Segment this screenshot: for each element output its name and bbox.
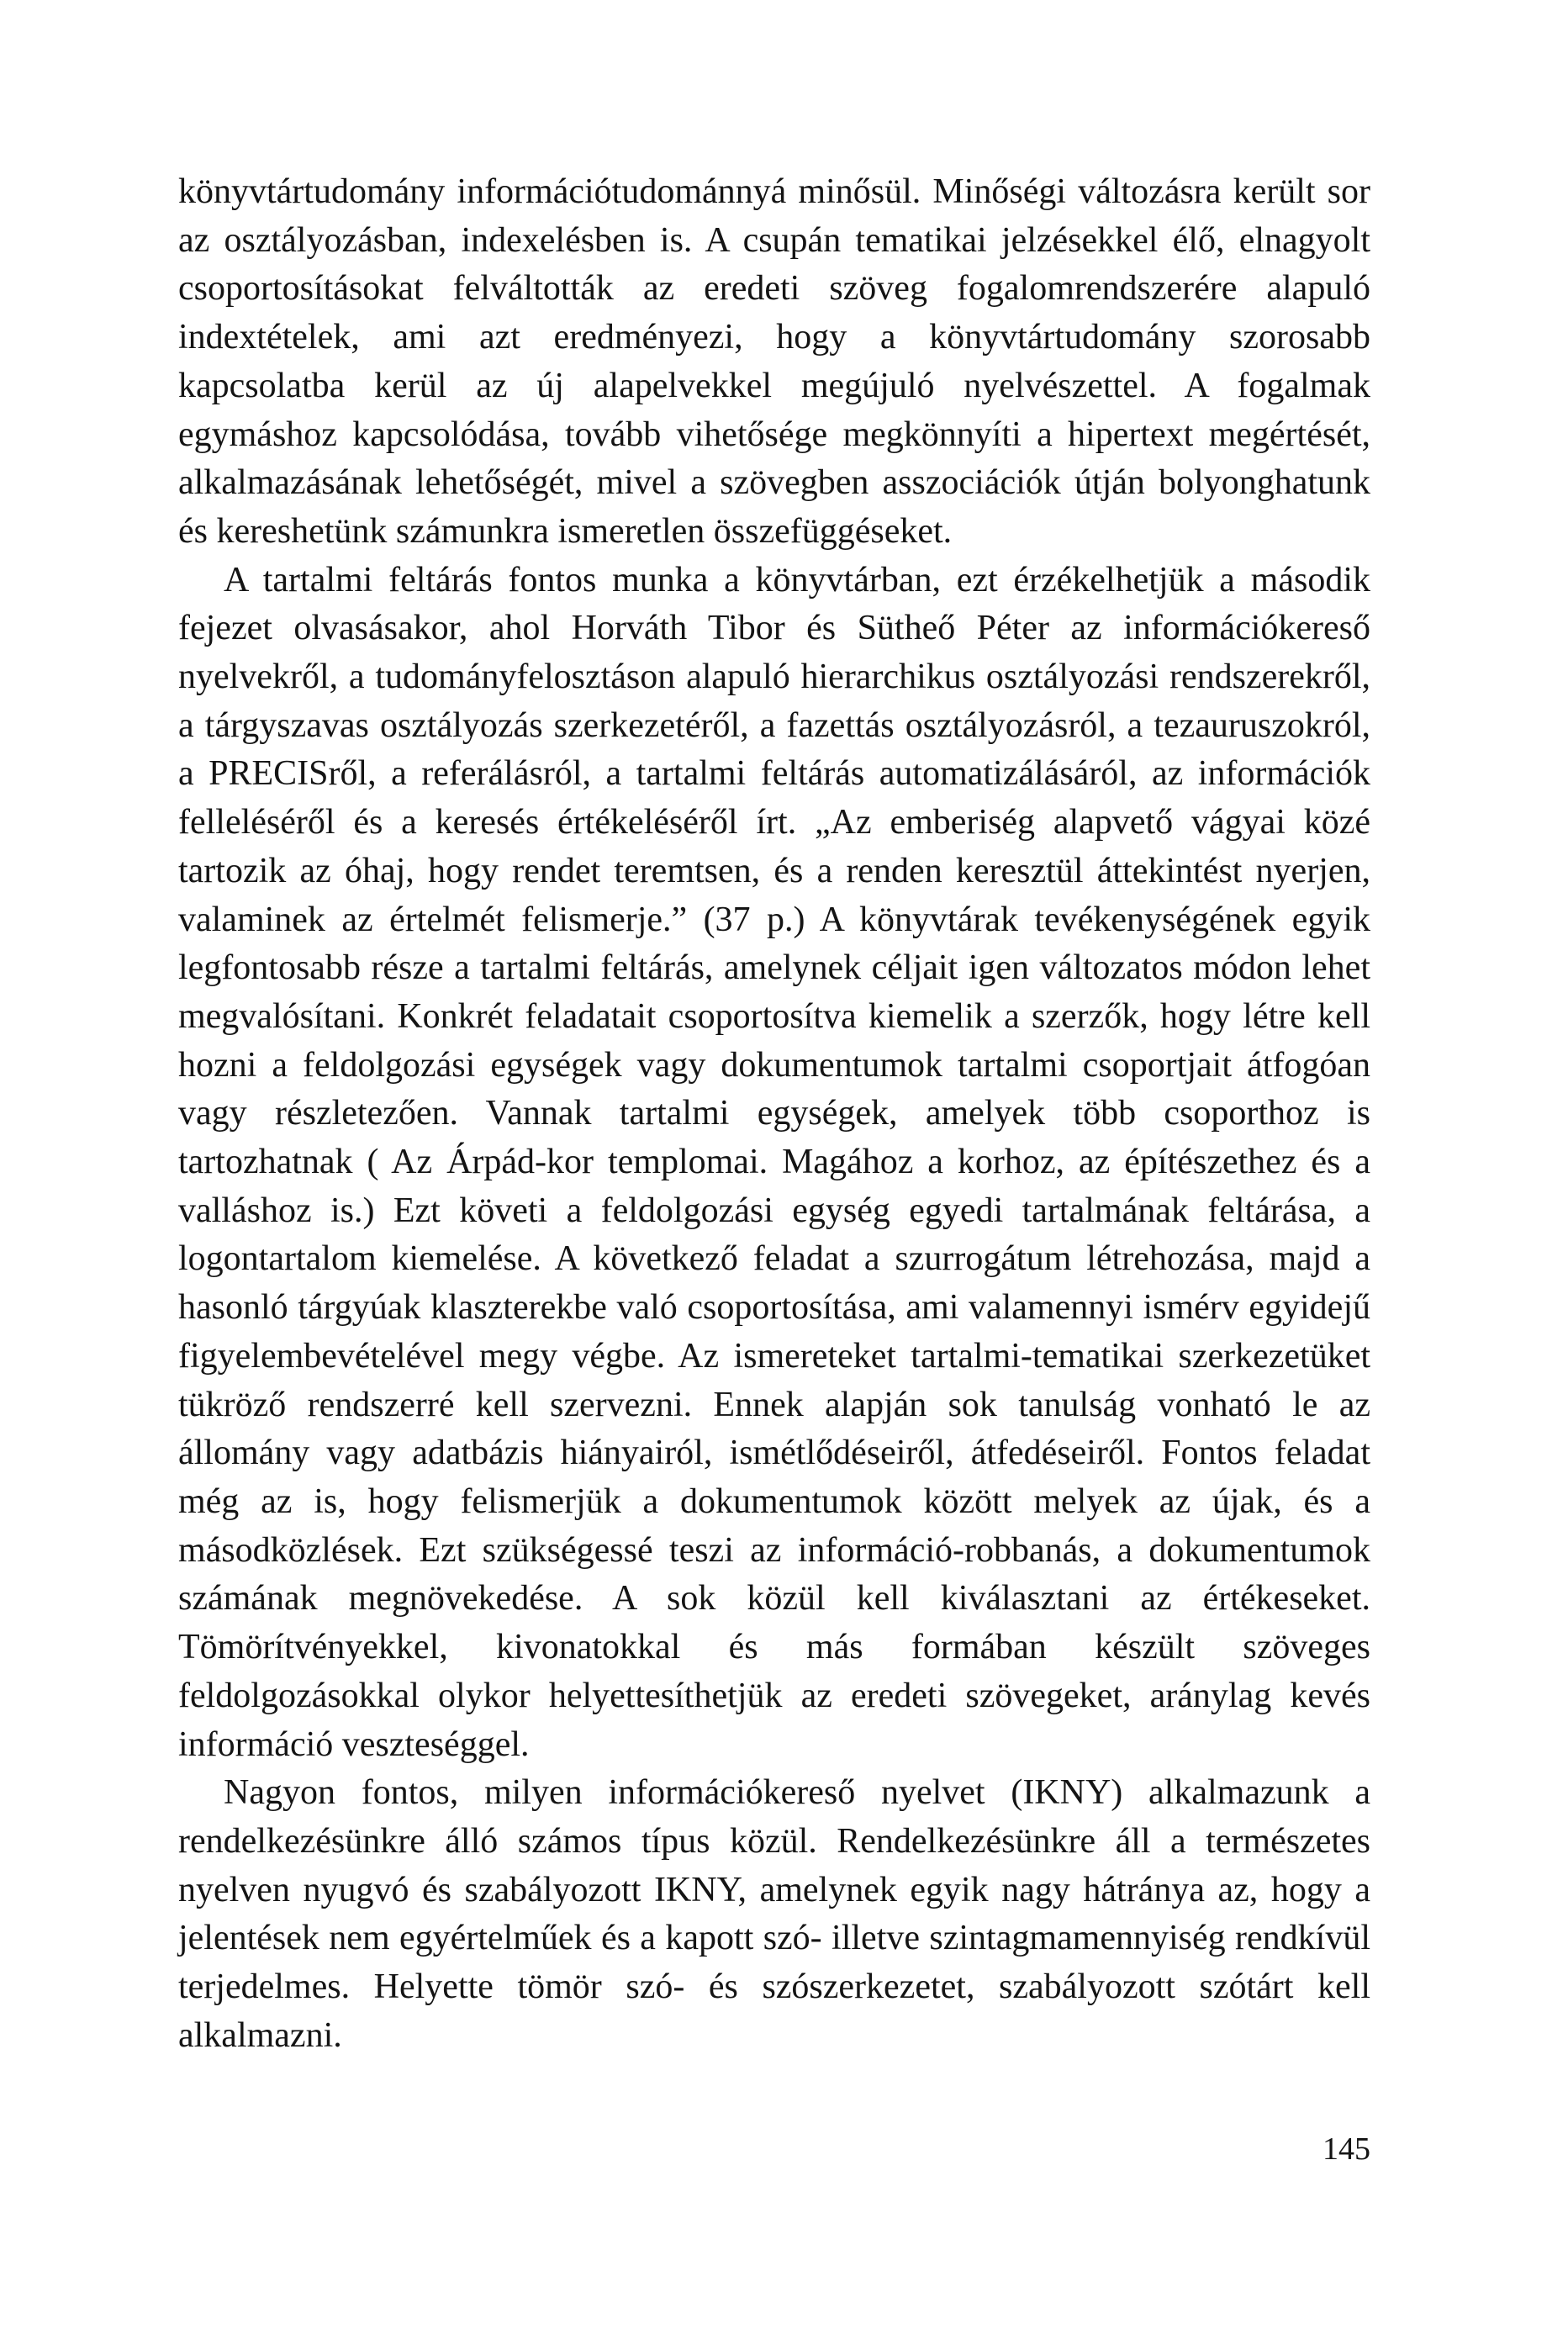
page-number: 145 bbox=[1323, 2131, 1370, 2167]
paragraph-retrieval-language: Nagyon fontos, milyen információkereső nyelvet (IKNY) alkalmazunk a rendelkezésünkre álló számos típus közül. Rendelkezésünkre áll a természetes nyelven nyugvó és szabályozott IKNY, amelynek egyik nagy hátránya az, hogy a jelentések nem egyértelműek és a kapott szó- illetve szintagmamennyiség rendkívül terjedelmes. Helyette tömör szó- és szószerkezetet, szabályozott szótárt kell alkalmazni. bbox=[178, 1773, 1370, 2055]
paragraph-continuation: könyvtártudomány információtudománnyá minősül. Minőségi változásra került sor az osztályozásban, indexelésben is. A csupán tematikai jelzésekkel élő, elnagyolt csoportosításokat felváltották az eredeti szöveg fogalomrendszerére alapuló indextételek, ami azt eredményezi, hogy a könyvtártudomány szorosabb kapcsolatba kerül az új alapelvekkel megújuló nyelvészettel. A fogalmak egymáshoz kapcsolódása, tovább vihetősége megkönnyíti a hipertext megértését, alkalmazásának lehetőségét, mivel a szövegben asszociációk útján bolyonghatunk és kereshetünk számunkra ismeretlen összefüggéseket. bbox=[178, 172, 1370, 551]
paragraph-content-analysis: A tartalmi feltárás fontos munka a könyvtárban, ezt érzékelhetjük a második fejezet olvasásakor, ahol Horváth Tibor és Sütheő Péter az információkereső nyelvekről, a tudományfelosztáson alapuló hierarchikus osztályozási rendszerekről, a tárgyszavas osztályozás szerkezetéről, a fazettás osztályozásról, a tezauruszokról, a PRECISről, a referálásról, a tartalmi feltárás automatizálásáról, az információk felleléséről és a keresés értékeléséről írt. „Az emberiség alapvető vágyai közé tartozik az óhaj, hogy rendet teremtsen, és a renden keresztül áttekintést nyerjen, valaminek az értelmét felismerje.” (37 p.) A könyvtárak tevékenységének egyik legfontosabb része a tartalmi feltárás, amelynek céljait igen változatos módon lehet megvalósítani. Konkrét feladatait csoportosítva kiemelik a szerzők, hogy létre kell hozni a feldolgozási egységek vagy dokumentumok tartalmi csoportjait átfogóan vagy részletezően. Vannak tartalmi egységek, amelyek több csoporthoz is tartozhatnak ( Az Árpád-kor templomai. Magához a korhoz, az építészethez és a valláshoz is.) Ezt követi a feldolgozási egység egyedi tartalmának feltárása, a logontartalom kiemelése. A következő feladat a szurrogátum létrehozása, majd a hasonló tárgyúak klaszterekbe való csoportosítása, ami valamennyi ismérv egyidejű figyelembevételével megy végbe. Az ismereteket tartalmi-tematikai szerkezetüket tükröző rendszerré kell szervezni. Ennek alapján sok tanulság vonható le az állomány vagy adatbázis hiányairól, ismétlődéseiről, átfedéseiről. Fontos feladat még az is, hogy felismerjük a dokumentumok között melyek az újak, és a másodközlések. Ezt szükségessé teszi az információ-robbanás, a dokumentumok számának megnövekedése. A sok közül kell kiválasztani az értékeseket. Tömörítvényekkel, kivonatokkal és más formában készült szöveges feldolgozásokkal olykor helyettesíthetjük az eredeti szövegeket, aránylag kevés információ veszteséggel. bbox=[178, 560, 1370, 1764]
body-text bbox=[178, 168, 1370, 2060]
